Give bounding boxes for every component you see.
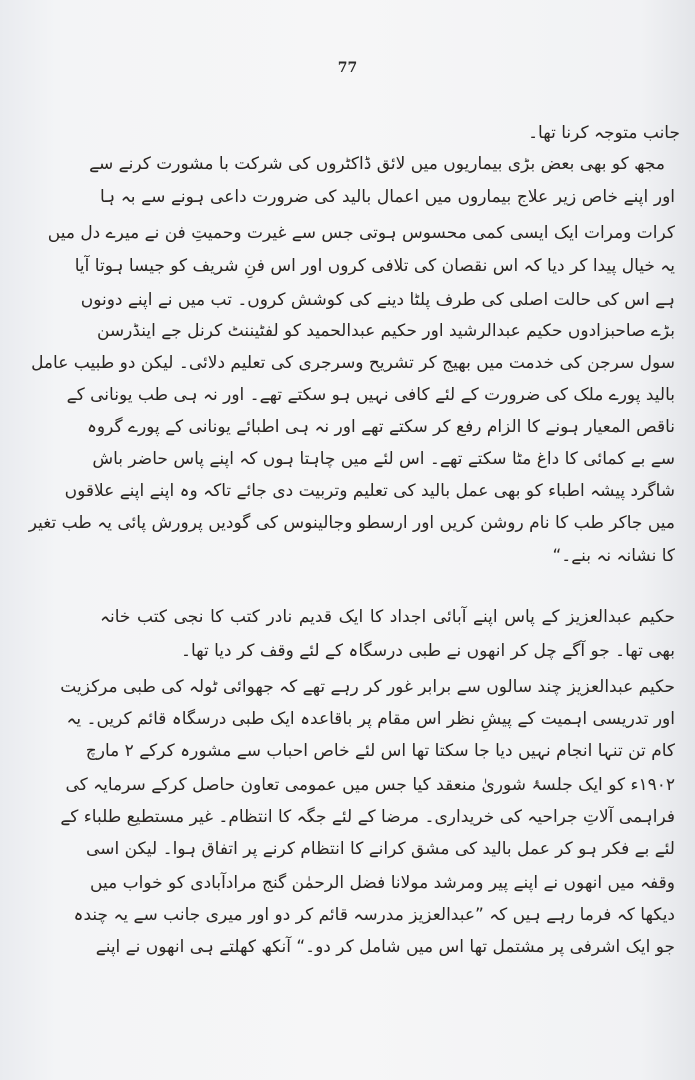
text-line: بھی تھا۔ جو آگے چل کر انھوں نے طبی درسگاہ کے لئے وقف کر دیا تھا۔ [181,641,675,661]
text-line: سول سرجن کی خدمت میں بھیج کر تشریح وسرجری کی تعلیم دلائی۔ لیکن دو طبیب عامل [31,353,675,373]
text-line: ہے اس کی حالت اصلی کی طرف پلٹا دینے کی کوشش کروں۔ تب میں نے اپنے دونوں [80,290,675,310]
text-line: کام تن تنہا انجام نہیں دیا جا سکتا تھا اس لئے خاص احباب سے مشورہ کرکے ۲ مارچ [85,741,675,761]
text-line: ناقص المعیار ہونے کا الزام رفع کر سکتے تھے اور نہ ہی اطبائے یونانی کے پورے گروہ [86,417,675,437]
text-line: جو ایک اشرفی پر مشتمل تھا اس میں شامل کر دو۔“ آنکھ کھلتے ہی انھوں نے اپنے [95,937,675,957]
text-line: دیکھا کہ فرما رہے ہیں کہ ”عبدالعزیز مدرسہ قائم کر دو اور میری جانب سے یہ چندہ [73,905,675,925]
text-line: کا نشانہ نہ بنے۔“ [552,546,675,566]
text-line: اور تدریسی اہمیت کے پیشِ نظر اس مقام پر باقاعدہ ایک طبی درسگاہ قائم کریں۔ یہ [66,709,675,729]
text-line: حکیم عبدالعزیز کے پاس اپنے آبائی اجداد کا ایک قدیم نادر کتب کا نجی کتب خانہ [100,607,675,627]
text-line: جانب متوجہ کرنا تھا۔ [528,123,680,143]
text-line: فراہمی آلاتِ جراحیہ کی خریداری۔ مرضا کے لئے جگہ کا انتظام۔ غیر مستطیع طلباء کے [60,807,675,827]
text-line: سے بے کمائی کا داغ مٹا سکتے تھے۔ اس لئے میں چاہتا ہوں کہ اپنے پاس حاضر باش [92,449,675,469]
text-line: وقفہ میں انھوں نے اپنے پیر ومرشد مولانا فضل الرحمٰن گنج مرادآبادی کو خواب میں [90,873,675,893]
text-line: یہ خیال پیدا کر دیا کہ اس نقصان کی تلافی کروں اور اس فنِ شریف کو جیسا ہوتا آیا [74,256,675,276]
text-line: شاگرد پیشہ اطباء کو بھی عمل بالید کی تعلیم وتربیت دی جائے تاکہ وہ اپنے اپنے علاقوں [64,481,675,501]
text-line: میں جاکر طب کا نام روشن کریں اور ارسطو وجالینوس کی گودیں پرورش پائی یہ طب تغیر [28,513,675,533]
text-line: مجھ کو بھی بعض بڑی بیماریوں میں لائق ڈاکٹروں کی شرکت با مشورت کرنے سے [89,154,665,174]
text-line: لئے بے فکر ہو کر عمل بالید کی مشق کرانے کا انتظام کرنے پر اتفاق ہوا۔ لیکن اسی [86,839,675,859]
text-line: حکیم عبدالعزیز چند سالوں سے برابر غور کر رہے تھے کہ جھوائی ٹولہ کی طبی مرکزیت [60,677,675,697]
text-line: بالید پورے ملک کی ضرورت کے لئے کافی نہیں ہو سکتے تھے۔ اور نہ ہی طب یونانی کے [66,385,675,405]
text-line: کرات ومرات ایک ایسی کمی محسوس ہوتی جس سے غیرت وحمیتِ فن نے میرے دل میں [47,223,675,243]
text-line: ۱۹۰۲ء کو ایک جلسۂ شوریٰ منعقد کیا جس میں عمومی تعاون حاصل کرکے سرمایہ کی [65,775,675,795]
text-line: اور اپنے خاص زیر علاج بیماروں میں اعمال بالید کی ضرورت داعی ہونے سے بہ ہا [100,187,675,207]
page-number: 77 [337,60,358,76]
text-line: بڑے صاحبزادوں حکیم عبدالرشید اور حکیم عبدالحمید کو لفٹیننٹ کرنل جے اینڈرسن [96,321,675,341]
